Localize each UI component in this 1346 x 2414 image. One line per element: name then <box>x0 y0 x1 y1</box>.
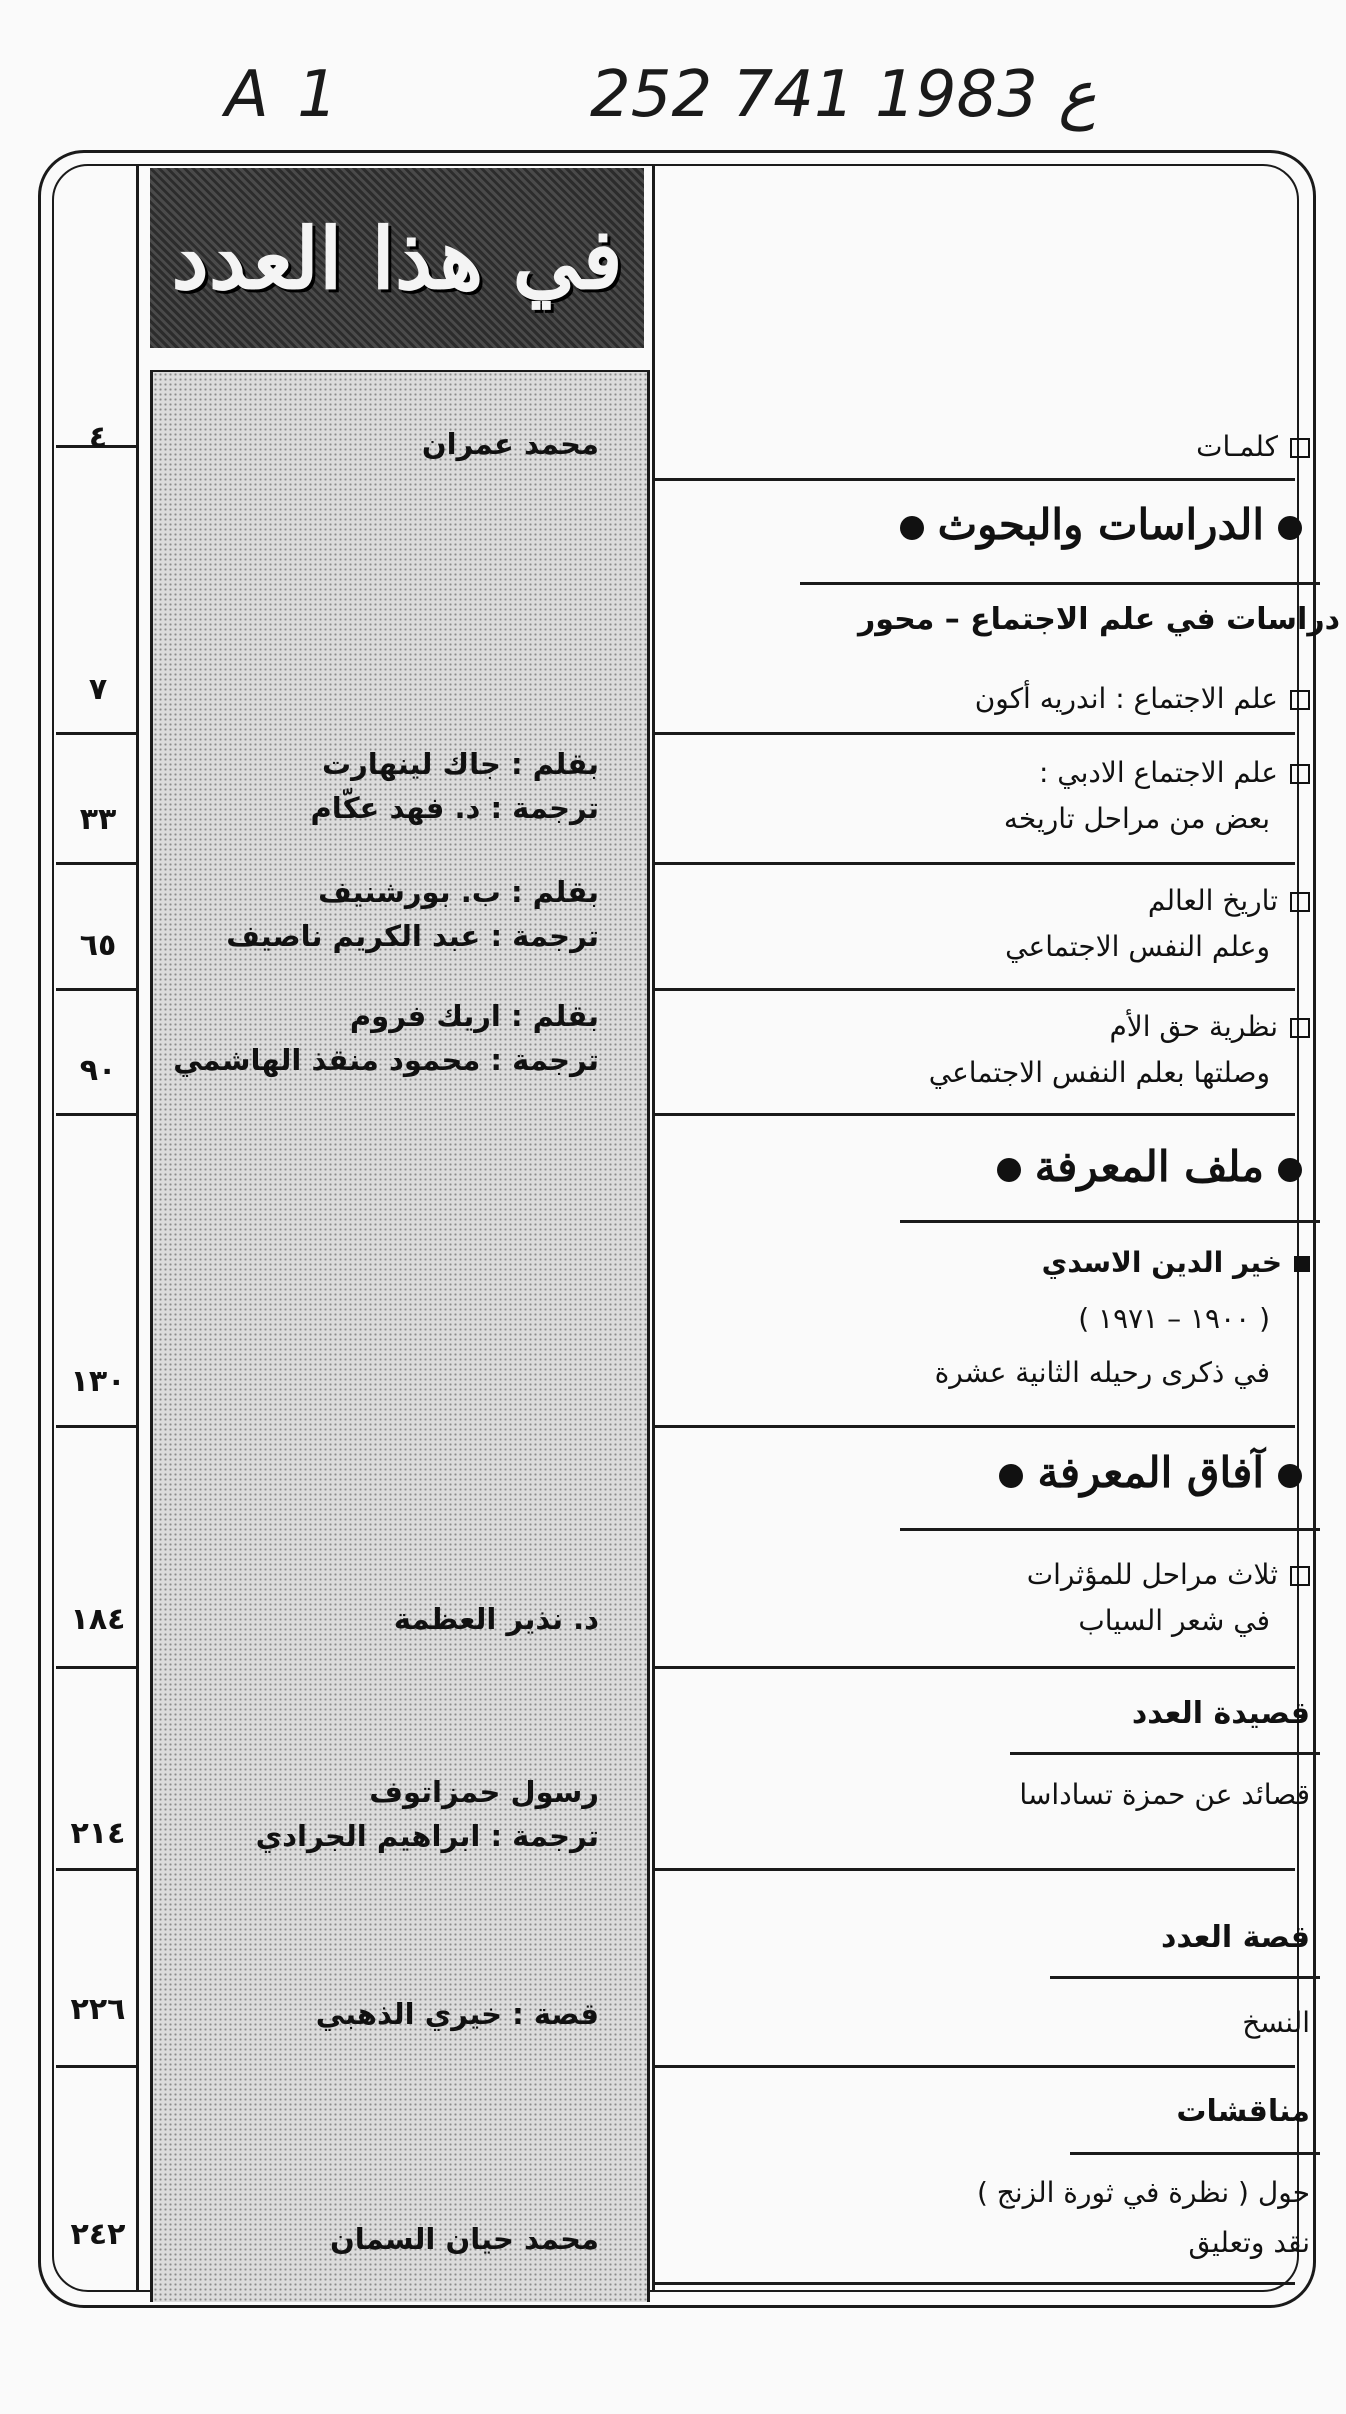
toc-rule <box>1070 2152 1320 2155</box>
toc-rule <box>655 1666 1295 1669</box>
toc-kalimat <box>670 424 1310 470</box>
bullet-dot-icon <box>1278 1158 1302 1182</box>
bullet-dot-icon <box>900 516 924 540</box>
author-7: قصة : خيري الذهبي <box>315 1997 599 2031</box>
toc-rule <box>655 1425 1295 1428</box>
author-5: د. نذير العظمة <box>393 1602 599 1636</box>
page-number: ٧ <box>88 672 108 707</box>
divider-panel <box>652 164 655 2292</box>
page-number: ٢٢٦ <box>70 1992 126 2027</box>
author-line: ترجمة : ابراهيم الجرادي <box>255 1819 599 1853</box>
author-6 <box>167 1770 647 1858</box>
toc-rule <box>655 862 1295 865</box>
checkbox-icon <box>1290 1566 1310 1586</box>
toc-rule <box>655 2065 1295 2068</box>
toc-item-label: ( ١٩٠٠ – ١٩٧١ ) <box>1078 1302 1270 1335</box>
author-2 <box>167 742 647 830</box>
toc-item-label: وصلتها بعلم النفس الاجتماعي <box>928 1056 1270 1089</box>
checkbox-icon <box>1290 438 1310 458</box>
toc-rule <box>655 2282 1295 2285</box>
divider-numbers <box>136 164 139 2292</box>
toc-item-7: قصائد عن حمزة تساداسا <box>1019 1778 1310 1811</box>
toc-rule <box>1050 1976 1320 1979</box>
toc-item-label: ثلاث مراحل للمؤثرات <box>1026 1558 1278 1591</box>
toc-item-5 <box>670 1240 1310 1396</box>
toc-item-label: في ذكرى رحيله الثانية عشرة <box>934 1356 1270 1389</box>
page-number: ٦٥ <box>79 928 117 963</box>
author-3 <box>167 870 647 958</box>
pn-sep <box>56 1666 136 1669</box>
pn-sep <box>56 862 136 865</box>
toc-item-8: النسخ <box>1242 2006 1310 2039</box>
toc-item-label: وعلم النفس الاجتماعي <box>1005 930 1270 963</box>
pn-sep <box>56 1113 136 1116</box>
section-studies <box>676 500 1316 549</box>
page-number: ٢١٤ <box>70 1816 126 1851</box>
toc-item-label: بعض من مراحل تاريخه <box>1003 802 1270 835</box>
subhead-label: قصة العدد <box>1160 1920 1310 1955</box>
section-title: ملف المعرفة <box>1034 1142 1264 1191</box>
page-number: ٢٤٢ <box>70 2217 126 2252</box>
author-line: بقلم : ب. بورشنيف <box>318 875 599 909</box>
toc-rule <box>900 1220 1320 1223</box>
subhead-discussions <box>1176 2094 1310 2129</box>
subhead-label: قصيدة العدد <box>1131 1696 1310 1731</box>
checkbox-icon <box>1290 1018 1310 1038</box>
toc-item-label: حول ( نظرة في ثورة الزنج ) <box>976 2176 1310 2209</box>
author-line: ترجمة : عبد الكريم ناصيف <box>226 919 599 953</box>
toc-item-label: في شعر السياب <box>1078 1604 1270 1637</box>
subhead-label: مناقشات <box>1176 2094 1310 2129</box>
toc-item-1 <box>670 676 1310 722</box>
author-line: ترجمة : د. فهد عكّام <box>310 791 599 825</box>
toc-item-3 <box>670 878 1310 970</box>
toc-item-label: علم الاجتماع الادبي : <box>1038 756 1278 789</box>
pn-sep <box>56 988 136 991</box>
author-8: محمد حيان السمان <box>329 2222 599 2256</box>
author-line: بقلم : جاك لينهارت <box>321 747 599 781</box>
page-number: ١٣٠ <box>70 1364 126 1399</box>
toc-rule <box>900 1528 1320 1531</box>
pn-sep <box>56 1425 136 1428</box>
checkbox-icon <box>1290 892 1310 912</box>
author-4 <box>167 994 647 1082</box>
page-number: ١٨٤ <box>70 1602 126 1637</box>
masthead-title: في هذا العدد <box>171 208 623 308</box>
toc-rule <box>1010 1752 1320 1755</box>
subhead-poem <box>1132 1696 1310 1731</box>
author-1: محمد عمران <box>421 427 599 461</box>
page-number: ٤ <box>88 420 108 455</box>
checkbox-icon <box>1290 764 1310 784</box>
toc-rule <box>655 478 1295 481</box>
pn-sep <box>56 1868 136 1871</box>
bullet-dot-icon <box>999 1464 1023 1488</box>
subhead-story <box>1161 1920 1310 1955</box>
toc-item-label: تاريخ العالم <box>1147 884 1278 917</box>
toc-item-label: نظرية حق الأم <box>1109 1010 1278 1043</box>
toc-rule <box>800 582 1320 585</box>
section-knowledge-file <box>676 1142 1316 1191</box>
section-title: آفاق المعرفة <box>1037 1448 1264 1497</box>
author-line: ترجمة : محمود منقذ الهاشمي <box>173 1043 599 1077</box>
subhead-sociology: دراسات في علم الاجتماع – محور <box>858 602 1340 637</box>
handwritten-code-left: A 1 <box>225 58 342 132</box>
author-line: بقلم : اريك فروم <box>349 999 599 1033</box>
section-title: الدراسات والبحوث <box>937 500 1264 549</box>
toc-rule <box>655 732 1295 735</box>
page-number: ٣٣ <box>79 802 117 837</box>
toc-item-label: نقد وتعليق <box>1188 2226 1310 2259</box>
square-bullet-icon <box>1294 1256 1310 1272</box>
toc-item-label: كلمـات <box>1196 430 1278 463</box>
handwritten-code-right: 252 ع 1983 741 <box>590 58 1097 132</box>
checkbox-icon <box>1290 690 1310 710</box>
page-number: ٩٠ <box>79 1053 117 1088</box>
pn-sep <box>56 732 136 735</box>
section-knowledge-horizons <box>676 1448 1316 1497</box>
toc-rule <box>655 1868 1295 1871</box>
toc-item-label: علم الاجتماع : اندريه أكون <box>974 682 1278 715</box>
bullet-dot-icon <box>1278 516 1302 540</box>
author-line: رسول حمزاتوف <box>369 1775 599 1809</box>
bullet-dot-icon <box>1278 1464 1302 1488</box>
toc-rule <box>655 988 1295 991</box>
toc-item-4 <box>670 1004 1310 1096</box>
pn-sep <box>56 2065 136 2068</box>
bullet-dot-icon <box>997 1158 1021 1182</box>
toc-rule <box>655 1113 1295 1116</box>
toc-item-label: خير الدين الاسدي <box>1041 1246 1282 1279</box>
toc-item-6 <box>670 1552 1310 1644</box>
masthead <box>150 168 644 348</box>
authors-panel <box>150 370 650 2302</box>
toc-item-9 <box>670 2170 1310 2266</box>
toc-item-2 <box>670 750 1310 842</box>
